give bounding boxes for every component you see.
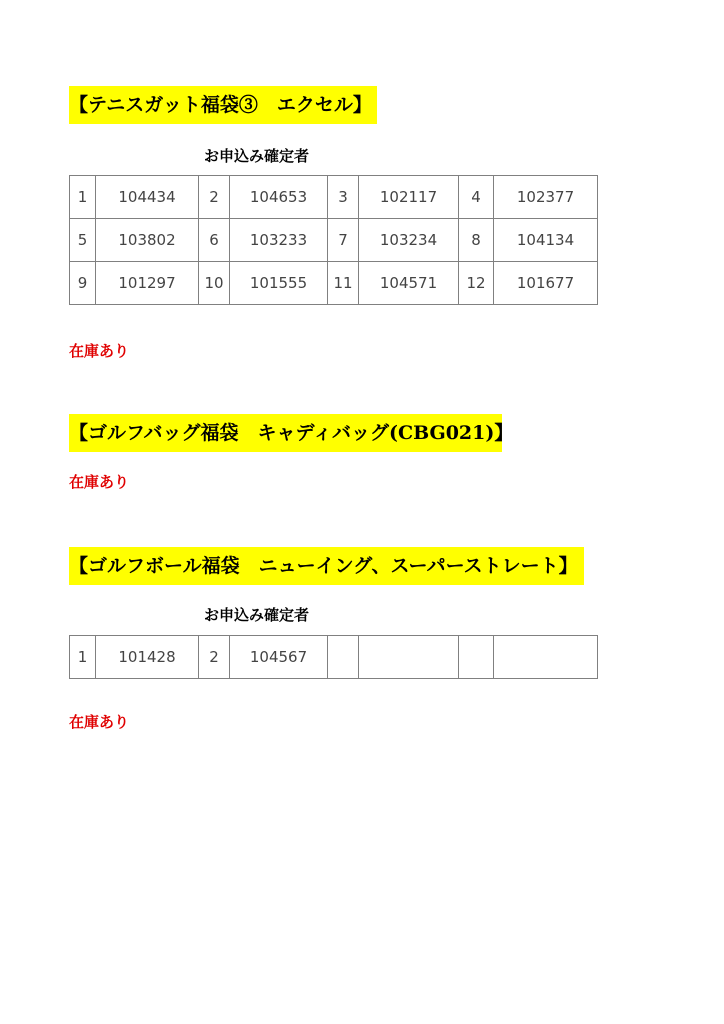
stock-status: 在庫あり (69, 342, 130, 360)
member-id: 101677 (494, 262, 598, 305)
member-id (494, 636, 598, 679)
entry-number: 2 (199, 176, 230, 219)
member-id: 101555 (230, 262, 328, 305)
entry-number: 1 (70, 176, 96, 219)
member-id: 104134 (494, 219, 598, 262)
section-heading-golf-bag: 【ゴルフバッグ福袋 キャディバッグ(CBG021)】 (69, 414, 502, 452)
entry-number: 10 (199, 262, 230, 305)
member-id: 104571 (359, 262, 459, 305)
section-heading-tennis-gut: 【テニスガット福袋③ エクセル】 (69, 86, 377, 124)
member-id: 104434 (96, 176, 199, 219)
member-id: 104567 (230, 636, 328, 679)
stock-status: 在庫あり (69, 473, 130, 491)
member-id: 101428 (96, 636, 199, 679)
member-id: 103802 (96, 219, 199, 262)
confirmed-applicants-heading: お申込み確定者 (204, 606, 310, 624)
entry-number: 4 (459, 176, 494, 219)
table-row (70, 219, 598, 262)
section-heading-golf-ball: 【ゴルフボール福袋 ニューイング、スーパーストレート】 (69, 547, 584, 585)
entry-number: 12 (459, 262, 494, 305)
confirmed-applicants-table (69, 175, 598, 305)
member-id: 103233 (230, 219, 328, 262)
entry-number: 8 (459, 219, 494, 262)
member-id (359, 636, 459, 679)
member-id: 102377 (494, 176, 598, 219)
stock-status: 在庫あり (69, 713, 130, 731)
table-row (70, 636, 598, 679)
entry-number (328, 636, 359, 679)
entry-number: 7 (328, 219, 359, 262)
member-id: 103234 (359, 219, 459, 262)
entry-number: 5 (70, 219, 96, 262)
entry-number: 1 (70, 636, 96, 679)
entry-number: 11 (328, 262, 359, 305)
entry-number (459, 636, 494, 679)
table-row (70, 262, 598, 305)
member-id: 104653 (230, 176, 328, 219)
member-id: 101297 (96, 262, 199, 305)
entry-number: 3 (328, 176, 359, 219)
table-row (70, 176, 598, 219)
entry-number: 6 (199, 219, 230, 262)
member-id: 102117 (359, 176, 459, 219)
confirmed-applicants-table (69, 635, 598, 679)
entry-number: 9 (70, 262, 96, 305)
entry-number: 2 (199, 636, 230, 679)
confirmed-applicants-heading: お申込み確定者 (204, 147, 310, 165)
